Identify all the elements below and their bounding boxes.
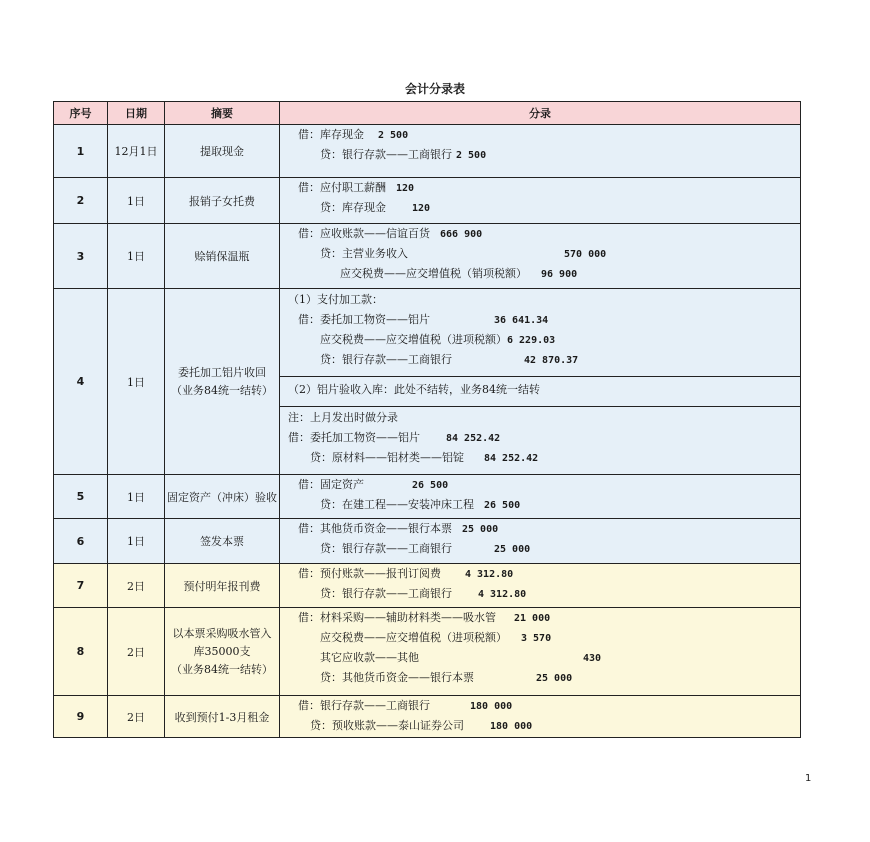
row-summary (165, 519, 280, 564)
summary-line: （业务84统一结转） (171, 383, 273, 397)
entry-amount: 4 312.80 (478, 589, 527, 600)
entry-account: 注：上月发出时做分录 (288, 411, 398, 424)
row-seq: 2 (54, 178, 108, 224)
row-date: 1日 (108, 475, 165, 519)
entry-line (280, 310, 800, 330)
table-row (54, 178, 801, 224)
table-title: 会计分录表 (404, 82, 465, 96)
entry-line (280, 224, 800, 244)
row-date: 2日 (108, 696, 165, 738)
entry-line (280, 408, 800, 428)
entry-line (280, 244, 800, 264)
row-date: 12月1日 (108, 125, 165, 178)
summary-line: 库35000支 (193, 644, 251, 658)
entry-line (280, 668, 800, 688)
row-date: 2日 (108, 608, 165, 696)
row-seq: 8 (54, 608, 108, 696)
table-row (54, 289, 801, 475)
entry-section (280, 407, 800, 468)
entry-account: 借：应付职工薪酬 (298, 181, 386, 194)
row-date: 1日 (108, 224, 165, 289)
entry-account: 借：应收账款——信谊百货 (298, 227, 430, 240)
row-summary (165, 125, 280, 178)
table-row (54, 475, 801, 519)
entry-amount: 36 641.34 (494, 315, 549, 326)
row-date: 1日 (108, 519, 165, 564)
journal-entry-table (53, 101, 801, 738)
summary-line: 以本票采购吸水管入 (172, 626, 272, 640)
entry-amount: 84 252.42 (484, 453, 539, 464)
entry-account: 贷：在建工程——安装冲床工程 (320, 498, 474, 511)
entry-amount: 25 000 (462, 524, 499, 535)
summary-line: 预付明年报刊费 (183, 579, 261, 593)
summary-line: （业务84统一结转） (171, 662, 273, 676)
table-row (54, 696, 801, 738)
entry-amount: 3 570 (521, 633, 552, 644)
row-entry (280, 564, 801, 608)
row-date: 1日 (108, 178, 165, 224)
entry-account: 贷：银行存款——工商银行 (320, 148, 452, 161)
entry-amount: 666 900 (440, 229, 483, 240)
entry-line (280, 716, 800, 736)
entry-account: 贷：预收账款——泰山证券公司 (310, 719, 464, 732)
entry-account: （1）支付加工款： (288, 293, 383, 306)
row-date: 1日 (108, 289, 165, 475)
entry-account: 借：委托加工物资——铝片 (288, 431, 420, 444)
entry-line (280, 428, 800, 448)
row-seq: 7 (54, 564, 108, 608)
entry-account: 贷：主营业务收入 (320, 247, 408, 260)
entry-line (280, 696, 800, 716)
entry-account: 借：材料采购——辅助材料类——吸水管 (298, 611, 496, 624)
entry-line (280, 448, 800, 468)
entry-amount: 120 (412, 203, 431, 214)
header-seq: 序号 (54, 102, 108, 125)
entry-amount: 21 000 (514, 613, 551, 624)
row-summary (165, 608, 280, 696)
summary-line: 报销子女托费 (189, 194, 255, 208)
row-entry (280, 696, 801, 738)
page-number: 1 (805, 773, 812, 784)
entry-amount: 570 000 (564, 249, 607, 260)
row-seq: 6 (54, 519, 108, 564)
entry-line (280, 145, 800, 165)
entry-amount: 25 000 (536, 673, 573, 684)
header-summary: 摘要 (165, 102, 280, 125)
entry-amount: 26 500 (484, 500, 521, 511)
entry-line (280, 608, 800, 628)
entry-account: 借：委托加工物资——铝片 (298, 313, 430, 326)
row-summary (165, 475, 280, 519)
entry-line (280, 584, 800, 604)
row-summary (165, 564, 280, 608)
table-row (54, 125, 801, 178)
entry-account: 应交税费——应交增值税（销项税额） (340, 267, 527, 280)
entry-amount: 4 312.80 (465, 569, 514, 580)
entry-account: 应交税费——应交增值税（进项税额） (320, 333, 507, 346)
summary-line: 委托加工铝片收回 (178, 365, 266, 379)
entry-line (280, 125, 800, 145)
header-date: 日期 (108, 102, 165, 125)
entry-line (280, 539, 800, 559)
entry-line (280, 564, 800, 584)
entry-line (280, 519, 800, 539)
entry-account: 贷：银行存款——工商银行 (320, 353, 452, 366)
entry-amount: 2 500 (456, 150, 487, 161)
entry-line (280, 495, 800, 515)
entry-amount: 25 000 (494, 544, 531, 555)
row-entry (280, 178, 801, 224)
summary-line: 固定资产（冲床）验收 (167, 490, 277, 504)
table-row (54, 608, 801, 696)
entry-amount: 2 500 (378, 130, 409, 141)
row-date: 2日 (108, 564, 165, 608)
entry-line (280, 290, 800, 310)
header-entry: 分录 (280, 102, 801, 125)
entry-line (280, 475, 800, 495)
row-summary (165, 289, 280, 475)
entry-amount: 6 229.03 (507, 335, 556, 346)
entry-line (280, 380, 800, 400)
row-entry (280, 608, 801, 696)
row-entry (280, 475, 801, 519)
entry-amount: 26 500 (412, 480, 449, 491)
entry-amount: 430 (583, 653, 602, 664)
entry-section (280, 289, 800, 377)
entry-line (280, 264, 800, 284)
row-summary (165, 224, 280, 289)
row-seq: 9 (54, 696, 108, 738)
entry-line (280, 648, 800, 668)
row-seq: 4 (54, 289, 108, 475)
entry-account: 借：银行存款——工商银行 (298, 699, 430, 712)
entry-account: 贷：银行存款——工商银行 (320, 587, 452, 600)
entry-account: 借：其他货币资金——银行本票 (298, 522, 452, 535)
summary-line: 赊销保温瓶 (194, 250, 250, 263)
entry-amount: 96 900 (541, 269, 578, 280)
row-entry (280, 125, 801, 178)
entry-line (280, 178, 800, 198)
summary-line: 签发本票 (200, 535, 244, 548)
entry-amount: 120 (396, 183, 415, 194)
entry-account: 贷：库存现金 (320, 201, 386, 214)
row-seq: 3 (54, 224, 108, 289)
entry-account: 借：库存现金 (298, 128, 364, 141)
entry-amount: 84 252.42 (446, 433, 501, 444)
row-entry (280, 289, 801, 475)
entry-account: 贷：原材料——铝材类——铝锭 (310, 451, 464, 464)
table-row (54, 564, 801, 608)
entry-account: 借：预付账款——报刊订阅费 (298, 567, 441, 580)
entry-line (280, 350, 800, 370)
table-row (54, 519, 801, 564)
entry-account: 贷：银行存款——工商银行 (320, 542, 452, 555)
entry-amount: 180 000 (490, 721, 533, 732)
row-entry (280, 519, 801, 564)
entry-account: 贷：其他货币资金——银行本票 (320, 671, 474, 684)
entry-line (280, 330, 800, 350)
row-seq: 1 (54, 125, 108, 178)
row-summary (165, 696, 280, 738)
entry-account: 借：固定资产 (298, 478, 364, 491)
entry-account: （2）铝片验收入库：此处不结转，业务84统一结转 (288, 383, 540, 396)
table-row (54, 224, 801, 289)
entry-section (280, 377, 800, 407)
entry-account: 其它应收款——其他 (320, 651, 419, 664)
row-summary (165, 178, 280, 224)
summary-line: 提取现金 (200, 145, 244, 158)
summary-line: 收到预付1-3月租金 (174, 710, 270, 724)
entry-line (280, 628, 800, 648)
header-row (54, 102, 801, 125)
entry-line (280, 198, 800, 218)
row-entry (280, 224, 801, 289)
entry-account: 应交税费——应交增值税（进项税额） (320, 631, 507, 644)
row-seq: 5 (54, 475, 108, 519)
entry-amount: 42 870.37 (524, 355, 579, 366)
entry-amount: 180 000 (470, 701, 513, 712)
